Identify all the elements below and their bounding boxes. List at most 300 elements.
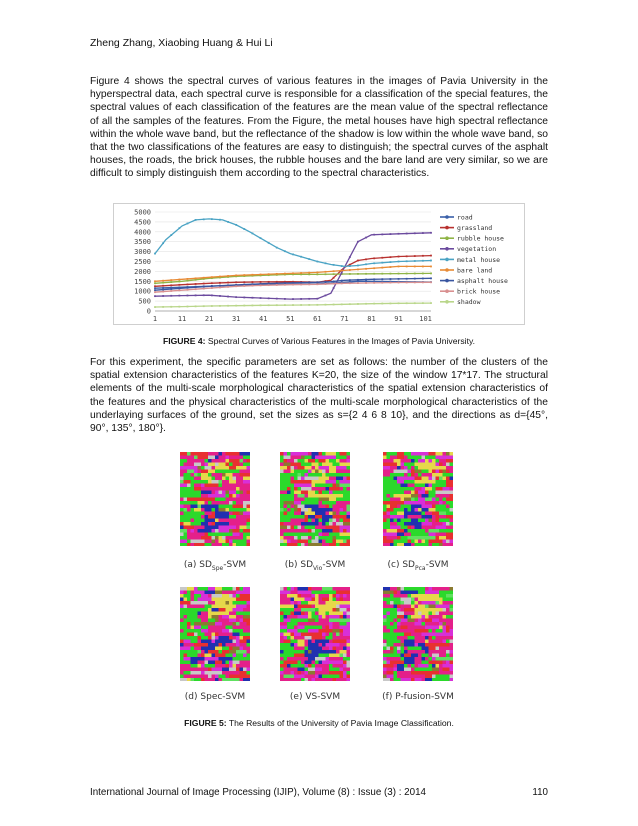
series-marker xyxy=(300,256,302,258)
series-marker xyxy=(243,274,245,276)
legend-marker xyxy=(445,289,449,293)
series-marker xyxy=(398,233,400,235)
map-label-f: (f) P-fusion-SVM xyxy=(382,692,454,702)
page-footer xyxy=(90,787,548,798)
series-marker xyxy=(195,219,197,221)
series-marker xyxy=(381,282,383,284)
series-marker xyxy=(365,237,367,239)
series-marker xyxy=(187,295,189,297)
x-tick-label: 1 xyxy=(152,315,158,323)
series-marker xyxy=(195,294,197,296)
series-marker xyxy=(373,303,375,305)
legend-label: vegetation xyxy=(457,245,497,254)
series-marker xyxy=(373,262,375,264)
legend-label: rubble house xyxy=(457,234,504,243)
series-marker xyxy=(252,281,254,283)
classification-map-d xyxy=(180,587,250,681)
legend-label: grassland xyxy=(457,224,493,232)
x-tick-label: 51 xyxy=(286,315,295,323)
series-marker xyxy=(284,282,286,284)
series-marker xyxy=(381,257,383,259)
series-marker xyxy=(154,306,156,308)
series-marker xyxy=(227,282,229,284)
series-marker xyxy=(219,285,221,287)
series-marker xyxy=(390,256,392,258)
series-marker xyxy=(162,242,164,244)
series-marker xyxy=(276,284,278,286)
series-marker xyxy=(414,302,416,304)
paragraph-figure4-description: Figure 4 shows the spectral curves of various features in the images of Pavia University in the hyperspectral data, each spectral curve is responsible for a classification of the special features, the spectral values of each classification of the features are the mean value of the spectral reflectance of all the samples of the features. From the Figure, the metal houses have high spectral reflectance within the whole wave band, but the reflectance of the shadow is low within the whole wave band, so that the two classifications of the features are easy to distinguish; the spectral curves of the asphalt houses, the roads, the brick houses, the rubble houses and the bare land are very similar, so we are difficult to simply distinguish them according to the spectral characteristics. xyxy=(90,76,548,180)
series-marker xyxy=(268,297,270,299)
series-marker xyxy=(276,304,278,306)
series-marker xyxy=(333,277,335,279)
series-marker xyxy=(292,298,294,300)
series-marker xyxy=(203,288,205,290)
series-marker xyxy=(300,282,302,284)
series-marker xyxy=(349,282,351,284)
series-marker xyxy=(162,289,164,291)
classification-map-c xyxy=(383,452,453,546)
series-marker xyxy=(292,282,294,284)
series-marker xyxy=(227,275,229,277)
series-marker xyxy=(252,232,254,234)
series-marker xyxy=(316,298,318,300)
paragraph-experiment-parameters: For this experiment, the specific parameters are set as follows: the number of the clusters of the spatial extension characteristics of the features K=20, the size of the window 17*17. The structural elements of the multi-scale morphological characteristics of the spatial extension characteristics of the features and the physical characteristics of the multi-scale morphological characteristics of the underlaying surfaces of the ground, set the sizes as s={2 4 6 8 10}, and the directions as d={45°, 90°, 135°, 180°}. xyxy=(90,357,548,435)
series-marker xyxy=(308,304,310,306)
series-marker xyxy=(398,256,400,258)
legend-label: asphalt house xyxy=(457,277,508,285)
series-marker xyxy=(390,302,392,304)
x-tick-label: 81 xyxy=(367,315,376,323)
map-label-b: (b) $SD_{Vio}$-SVM xyxy=(284,560,346,572)
series-marker xyxy=(316,304,318,306)
series-marker xyxy=(430,277,432,279)
series-marker xyxy=(219,276,221,278)
series-marker xyxy=(276,298,278,300)
series-marker xyxy=(227,296,229,298)
series-marker xyxy=(357,241,359,243)
legend-marker xyxy=(445,268,449,272)
series-marker xyxy=(252,285,254,287)
series-marker xyxy=(325,273,327,275)
series-marker xyxy=(178,288,180,290)
series-marker xyxy=(316,281,318,283)
series-marker xyxy=(349,269,351,271)
series-marker xyxy=(373,257,375,259)
series-marker xyxy=(187,289,189,291)
series-marker xyxy=(406,260,408,262)
legend-marker xyxy=(445,236,449,240)
series-marker xyxy=(333,264,335,266)
series-marker xyxy=(325,294,327,296)
legend-marker xyxy=(445,226,449,230)
series-marker xyxy=(284,273,286,275)
series-marker xyxy=(349,303,351,305)
series-marker xyxy=(170,290,172,292)
series-marker xyxy=(300,284,302,286)
series-marker xyxy=(170,284,172,286)
series-marker xyxy=(325,262,327,264)
y-tick-label: 0 xyxy=(146,307,151,316)
series-marker xyxy=(219,287,221,289)
y-tick-label: 1500 xyxy=(134,277,151,286)
series-marker xyxy=(268,304,270,306)
series-marker xyxy=(243,281,245,283)
series-marker xyxy=(284,298,286,300)
series-marker xyxy=(170,279,172,281)
series-marker xyxy=(243,305,245,307)
series-marker xyxy=(162,285,164,287)
series-marker xyxy=(211,276,213,278)
series-marker xyxy=(365,258,367,260)
series-marker xyxy=(308,272,310,274)
y-tick-label: 2000 xyxy=(134,267,151,276)
series-marker xyxy=(178,227,180,229)
series-marker xyxy=(187,306,189,308)
x-tick-label: 31 xyxy=(231,315,241,323)
series-marker xyxy=(316,271,318,273)
series-marker xyxy=(308,258,310,260)
series-marker xyxy=(211,218,213,220)
series-marker xyxy=(187,278,189,280)
series-marker xyxy=(349,273,351,275)
classification-map-image xyxy=(180,452,250,546)
series-marker xyxy=(422,278,424,280)
figure4-caption xyxy=(90,336,548,346)
series-marker xyxy=(333,283,335,285)
series-marker xyxy=(333,273,335,275)
classification-map-image xyxy=(383,587,453,681)
figure5-caption-text: The Results of the University of Pavia Image Classification. xyxy=(226,718,454,728)
series-marker xyxy=(178,290,180,292)
series-marker xyxy=(260,237,262,239)
series-marker xyxy=(162,287,164,289)
y-tick-label: 1000 xyxy=(134,287,151,296)
x-tick-label: 71 xyxy=(340,315,349,323)
series-marker xyxy=(414,232,416,234)
series-marker xyxy=(170,281,172,283)
series-marker xyxy=(381,273,383,275)
series-marker xyxy=(349,256,351,258)
map-label-d: (d) Spec-SVM xyxy=(184,692,246,702)
series-marker xyxy=(195,288,197,290)
series-marker xyxy=(154,295,156,297)
series-marker xyxy=(252,297,254,299)
series-marker xyxy=(300,272,302,274)
series-marker xyxy=(398,282,400,284)
series-marker xyxy=(414,266,416,268)
series-marker xyxy=(187,280,189,282)
series-marker xyxy=(308,282,310,284)
series-marker xyxy=(195,286,197,288)
x-tick-label: 101 xyxy=(419,315,432,323)
series-marker xyxy=(357,279,359,281)
series-marker xyxy=(333,287,335,289)
series-marker xyxy=(430,266,432,268)
series-marker xyxy=(357,269,359,271)
classification-map-b xyxy=(280,452,350,546)
series-marker xyxy=(406,255,408,257)
series-marker xyxy=(187,283,189,285)
series-marker xyxy=(406,233,408,235)
series-marker xyxy=(349,279,351,281)
series-marker xyxy=(154,289,156,291)
legend-label: road xyxy=(457,213,473,222)
series-marker xyxy=(430,302,432,304)
series-marker xyxy=(203,218,205,220)
series-marker xyxy=(154,285,156,287)
series-marker xyxy=(162,306,164,308)
series-marker xyxy=(227,286,229,288)
series-marker xyxy=(422,232,424,234)
series-marker xyxy=(406,282,408,284)
series-marker xyxy=(203,294,205,296)
x-tick-label: 11 xyxy=(177,315,187,323)
series-marker xyxy=(398,266,400,268)
series-marker xyxy=(325,281,327,283)
series-marker xyxy=(373,234,375,236)
series-marker xyxy=(325,283,327,285)
series-marker xyxy=(365,282,367,284)
series-marker xyxy=(195,277,197,279)
series-marker xyxy=(430,232,432,234)
series-marker xyxy=(430,260,432,262)
series-marker xyxy=(398,278,400,280)
series-marker xyxy=(357,303,359,305)
series-marker xyxy=(373,273,375,275)
series-marker xyxy=(227,221,229,223)
series-marker xyxy=(178,281,180,283)
series-marker xyxy=(398,261,400,263)
classification-maps-grid xyxy=(170,452,470,712)
series-marker xyxy=(381,233,383,235)
series-marker xyxy=(276,282,278,284)
series-marker xyxy=(341,272,343,274)
series-marker xyxy=(178,284,180,286)
series-marker xyxy=(260,283,262,285)
series-marker xyxy=(227,305,229,307)
series-marker xyxy=(308,273,310,275)
series-marker xyxy=(268,242,270,244)
legend-marker xyxy=(445,215,449,219)
series-marker xyxy=(333,270,335,272)
series-marker xyxy=(390,273,392,275)
series-marker xyxy=(422,302,424,304)
series-marker xyxy=(333,281,335,283)
series-marker xyxy=(349,265,351,267)
series-marker xyxy=(219,282,221,284)
series-marker xyxy=(381,267,383,269)
map-label-c: (c) $SD_{Pca}$-SVM xyxy=(387,560,449,572)
map-label-a: (a) $SD_{Spe}$-SVM xyxy=(183,560,247,572)
page-number: 110 xyxy=(532,787,548,798)
series-marker xyxy=(341,282,343,284)
series-marker xyxy=(211,287,213,289)
series-marker xyxy=(414,273,416,275)
series-marker xyxy=(390,278,392,280)
series-marker xyxy=(195,283,197,285)
series-marker xyxy=(373,267,375,269)
series-marker xyxy=(414,260,416,262)
series-marker xyxy=(414,281,416,283)
series-marker xyxy=(325,271,327,273)
series-marker xyxy=(390,282,392,284)
series-marker xyxy=(373,282,375,284)
classification-map-image xyxy=(383,452,453,546)
series-marker xyxy=(252,305,254,307)
series-marker xyxy=(235,296,237,298)
series-marker xyxy=(178,295,180,297)
y-tick-label: 5000 xyxy=(134,208,151,217)
series-marker xyxy=(268,281,270,283)
spectral-curves-chart xyxy=(113,203,525,325)
series-marker xyxy=(268,283,270,285)
series-marker xyxy=(365,280,367,282)
series-marker xyxy=(357,273,359,275)
figure5-label: FIGURE 5: xyxy=(184,718,227,728)
series-marker xyxy=(268,273,270,275)
series-marker xyxy=(195,305,197,307)
series-marker xyxy=(162,280,164,282)
y-tick-label: 500 xyxy=(138,297,151,306)
series-marker xyxy=(187,287,189,289)
series-marker xyxy=(341,270,343,272)
series-marker xyxy=(203,305,205,307)
series-marker xyxy=(390,266,392,268)
series-marker xyxy=(219,295,221,297)
series-marker xyxy=(170,234,172,236)
series-marker xyxy=(430,281,432,283)
x-tick-label: 21 xyxy=(204,315,214,323)
figure5-caption xyxy=(90,718,548,728)
series-marker xyxy=(154,253,156,255)
journal-citation: International Journal of Image Processing (IJIP), Volume (8) : Issue (3) : 2014 xyxy=(90,787,426,798)
series-marker xyxy=(219,305,221,307)
series-marker xyxy=(203,286,205,288)
series-marker xyxy=(365,263,367,265)
series-marker xyxy=(333,304,335,306)
series-marker xyxy=(235,281,237,283)
series-marker xyxy=(414,255,416,257)
series-marker xyxy=(381,278,383,280)
series-marker xyxy=(390,233,392,235)
classification-map-e xyxy=(280,587,350,681)
series-marker xyxy=(260,281,262,283)
y-tick-label: 4500 xyxy=(134,218,151,227)
map-label-e: (e) VS-SVM xyxy=(289,692,341,702)
series-marker xyxy=(203,283,205,285)
series-marker xyxy=(219,219,221,221)
series-marker xyxy=(260,297,262,299)
series-marker xyxy=(300,304,302,306)
series-marker xyxy=(211,285,213,287)
series-marker xyxy=(154,291,156,293)
legend-marker xyxy=(445,247,449,251)
series-marker xyxy=(390,261,392,263)
series-marker xyxy=(211,282,213,284)
y-tick-label: 2500 xyxy=(134,258,151,266)
classification-map-a xyxy=(180,452,250,546)
series-marker xyxy=(235,285,237,287)
series-marker xyxy=(178,279,180,281)
series-marker xyxy=(365,303,367,305)
series-marker xyxy=(308,283,310,285)
series-marker xyxy=(170,306,172,308)
series-marker xyxy=(430,272,432,274)
series-marker xyxy=(260,304,262,306)
figure4-caption-text: Spectral Curves of Various Features in the Images of Pavia University. xyxy=(205,336,476,346)
classification-map-image xyxy=(280,587,350,681)
legend-marker xyxy=(445,279,449,283)
running-header: Zheng Zhang, Xiaobing Huang & Hui Li xyxy=(90,37,273,49)
legend-marker xyxy=(445,300,449,304)
series-marker xyxy=(235,305,237,307)
series-marker xyxy=(357,282,359,284)
series-marker xyxy=(406,273,408,275)
series-marker xyxy=(162,282,164,284)
series-marker xyxy=(260,274,262,276)
legend-label: bare land xyxy=(457,266,493,275)
series-marker xyxy=(316,283,318,285)
series-marker xyxy=(316,261,318,263)
legend-marker xyxy=(445,258,449,262)
series-marker xyxy=(357,265,359,267)
legend-label: brick house xyxy=(457,287,501,296)
x-tick-label: 91 xyxy=(394,315,403,323)
series-marker xyxy=(422,281,424,283)
series-marker xyxy=(300,298,302,300)
series-marker xyxy=(341,303,343,305)
series-marker xyxy=(365,273,367,275)
series-marker xyxy=(243,228,245,230)
series-marker xyxy=(162,295,164,297)
series-marker xyxy=(422,273,424,275)
series-marker xyxy=(227,284,229,286)
series-marker xyxy=(308,298,310,300)
series-marker xyxy=(211,294,213,296)
series-marker xyxy=(235,274,237,276)
classification-map-image xyxy=(180,587,250,681)
series-marker xyxy=(187,223,189,225)
series-marker xyxy=(341,265,343,267)
series-marker xyxy=(414,278,416,280)
series-marker xyxy=(365,279,367,281)
series-marker xyxy=(430,255,432,257)
series-marker xyxy=(243,297,245,299)
series-marker xyxy=(373,278,375,280)
x-tick-label: 41 xyxy=(259,315,268,323)
series-marker xyxy=(276,273,278,275)
series-marker xyxy=(260,284,262,286)
series-marker xyxy=(154,282,156,284)
y-tick-label: 3500 xyxy=(134,238,151,247)
legend-label: shadow xyxy=(457,298,481,307)
series-marker xyxy=(381,303,383,305)
y-tick-label: 3000 xyxy=(134,248,151,257)
figure4-label: FIGURE 4: xyxy=(162,336,206,346)
series-marker xyxy=(276,247,278,249)
series-marker xyxy=(422,260,424,262)
x-tick-label: 61 xyxy=(313,315,322,323)
series-marker xyxy=(211,305,213,307)
series-marker xyxy=(422,266,424,268)
series-marker xyxy=(365,268,367,270)
series-marker xyxy=(381,262,383,264)
series-marker xyxy=(252,274,254,276)
series-marker xyxy=(406,302,408,304)
classification-map-f xyxy=(383,587,453,681)
series-marker xyxy=(243,285,245,287)
